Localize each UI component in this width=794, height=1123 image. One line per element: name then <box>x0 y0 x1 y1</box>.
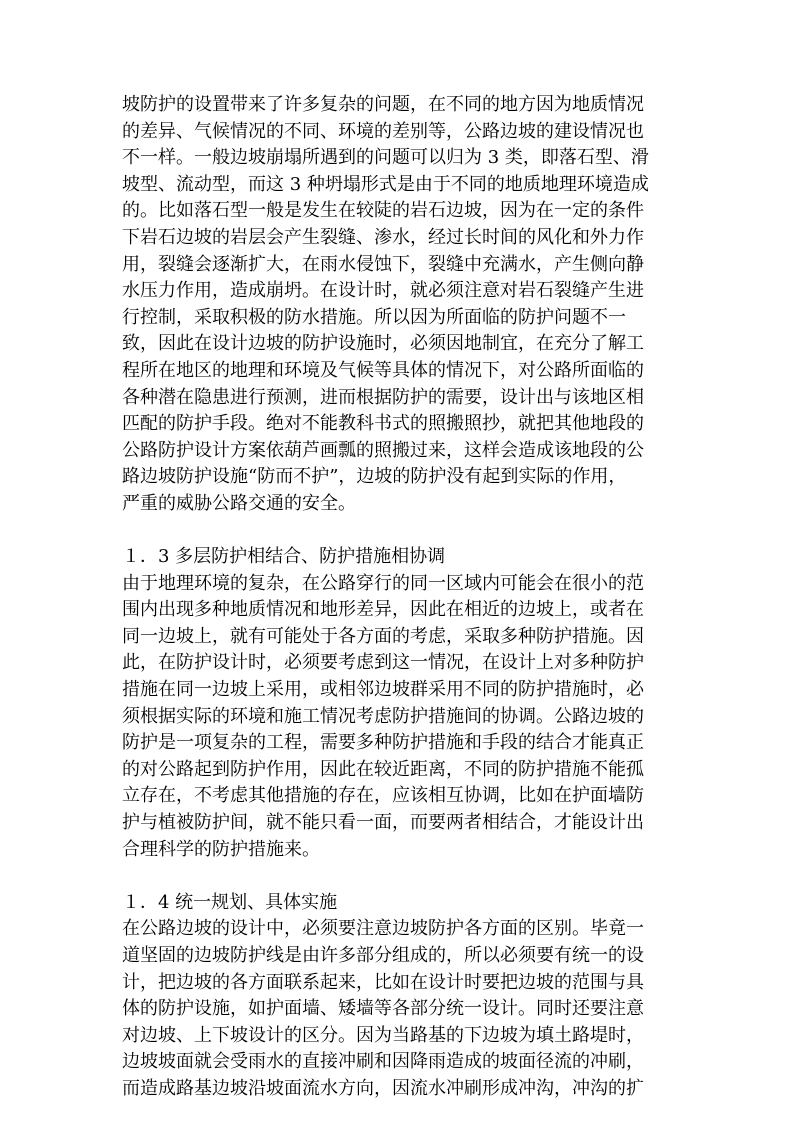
text-line: 的。比如落石型一般是发生在较陡的岩石边坡，因为在一定的条件 <box>122 200 644 222</box>
text-line: 防护是一项复杂的工程，需要多种防护措施和手段的结合才能真正 <box>122 732 644 754</box>
document-body <box>122 92 678 1103</box>
text-line: 道坚固的边坡防护线是由许多部分组成的，所以必须要有统一的设 <box>122 945 644 966</box>
text-line: 坡型、流动型，而这 3 种坍塌形式是由于不同的地质地理环境造成 <box>122 173 649 195</box>
text-line: 围内出现多种地质情况和地形差异，因此在相近的边坡上，或者在 <box>122 599 644 621</box>
text-line: 边坡坡面就会受雨水的直接冲刷和因降雨造成的坡面径流的冲刷， <box>122 1051 644 1073</box>
text-line: 护与植被防护间，就不能只看一面，而要两者相结合，才能设计出 <box>122 812 644 834</box>
text-line: 路边坡防护设施“防而不护”，边坡的防护没有起到实际的作用， <box>122 466 627 488</box>
text-line: 计，把边坡的各方面联系起来，比如在设计时要把边坡的范围与具 <box>122 971 644 993</box>
paragraph-gap <box>122 863 678 890</box>
text-line: 公路防护设计方案依葫芦画瓢的照搬过来，这样会造成该地段的公 <box>122 439 644 461</box>
text-line: 而造成路基边坡沿坡面流水方向，因流水冲刷形成冲沟，冲沟的扩 <box>122 1077 644 1099</box>
text-line: 对边坡、上下坡设计的区分。因为当路基的下边坡为填土路堤时， <box>122 1024 644 1046</box>
text-line: 的对公路起到防护作用，因此在较近距离，不同的防护措施不能孤 <box>122 758 644 780</box>
text-line: 体的防护设施，如护面墙、矮墙等各部分统一设计。同时还要注意 <box>122 998 644 1020</box>
text-line: 严重的威胁公路交通的安全。 <box>122 492 356 514</box>
section-heading-1-3: １．3 多层防护相结合、防护措施相协调 <box>122 546 446 568</box>
paragraph-gap <box>122 518 678 545</box>
text-line: 下岩石边坡的岩层会产生裂缝、渗水，经过长时间的风化和外力作 <box>122 226 644 248</box>
text-line: 合理科学的防护措施来。 <box>122 838 320 860</box>
text-line: 致，因此在设计边坡的防护设施时，必须因地制宜，在充分了解工 <box>122 333 644 355</box>
paragraph-multilayer-protection <box>122 571 678 864</box>
text-line: 用，裂缝会逐渐扩大，在雨水侵蚀下，裂缝中充满水，产生侧向静 <box>122 253 644 275</box>
text-line: 在公路边坡的设计中，必须要注意边坡防护各方面的区别。毕竟一 <box>122 918 644 940</box>
text-line: 水压力作用，造成崩坍。在设计时，就必须注意对岩石裂缝产生进 <box>122 280 644 302</box>
paragraph-unified-planning <box>122 916 678 1102</box>
text-line: 由于地理环境的复杂，在公路穿行的同一区域内可能会在很小的范 <box>122 572 644 594</box>
text-line: 行控制，采取积极的防水措施。所以因为所面临的防护问题不一 <box>122 306 626 328</box>
text-line: 立存在，不考虑其他措施的存在，应该相互协调，比如在护面墙防 <box>122 785 644 807</box>
text-line: 的差异、气候情况的不同、环境的差别等，公路边坡的建设情况也 <box>122 120 644 142</box>
text-line: 坡防护的设置带来了许多复杂的问题，在不同的地方因为地质情况 <box>122 94 644 115</box>
text-line: 匹配的防护手段。绝对不能教科书式的照搬照抄，就把其他地段的 <box>122 413 644 435</box>
text-line: 各种潜在隐患进行预测，进而根据防护的需要，设计出与该地区相 <box>122 386 644 408</box>
text-line: 措施在同一边坡上采用，或相邻边坡群采用不同的防护措施时，必 <box>122 679 644 701</box>
text-line: 程所在地区的地理和环境及气候等具体的情况下，对公路所面临的 <box>122 359 644 381</box>
section-heading-1-4: １．4 统一规划、具体实施 <box>122 891 338 913</box>
paragraph-slope-protection-issues <box>122 92 678 518</box>
text-line: 此，在防护设计时，必须要考虑到这一情况，在设计上对多种防护 <box>122 652 644 674</box>
text-line: 须根据实际的环境和施工情况考虑防护措施间的协调。公路边坡的 <box>122 705 644 727</box>
text-line: 不一样。一般边坡崩塌所遇到的问题可以归为 3 类，即落石型、滑 <box>122 147 649 169</box>
text-line: 同一边坡上，就有可能处于各方面的考虑，采取多种防护措施。因 <box>122 625 644 647</box>
